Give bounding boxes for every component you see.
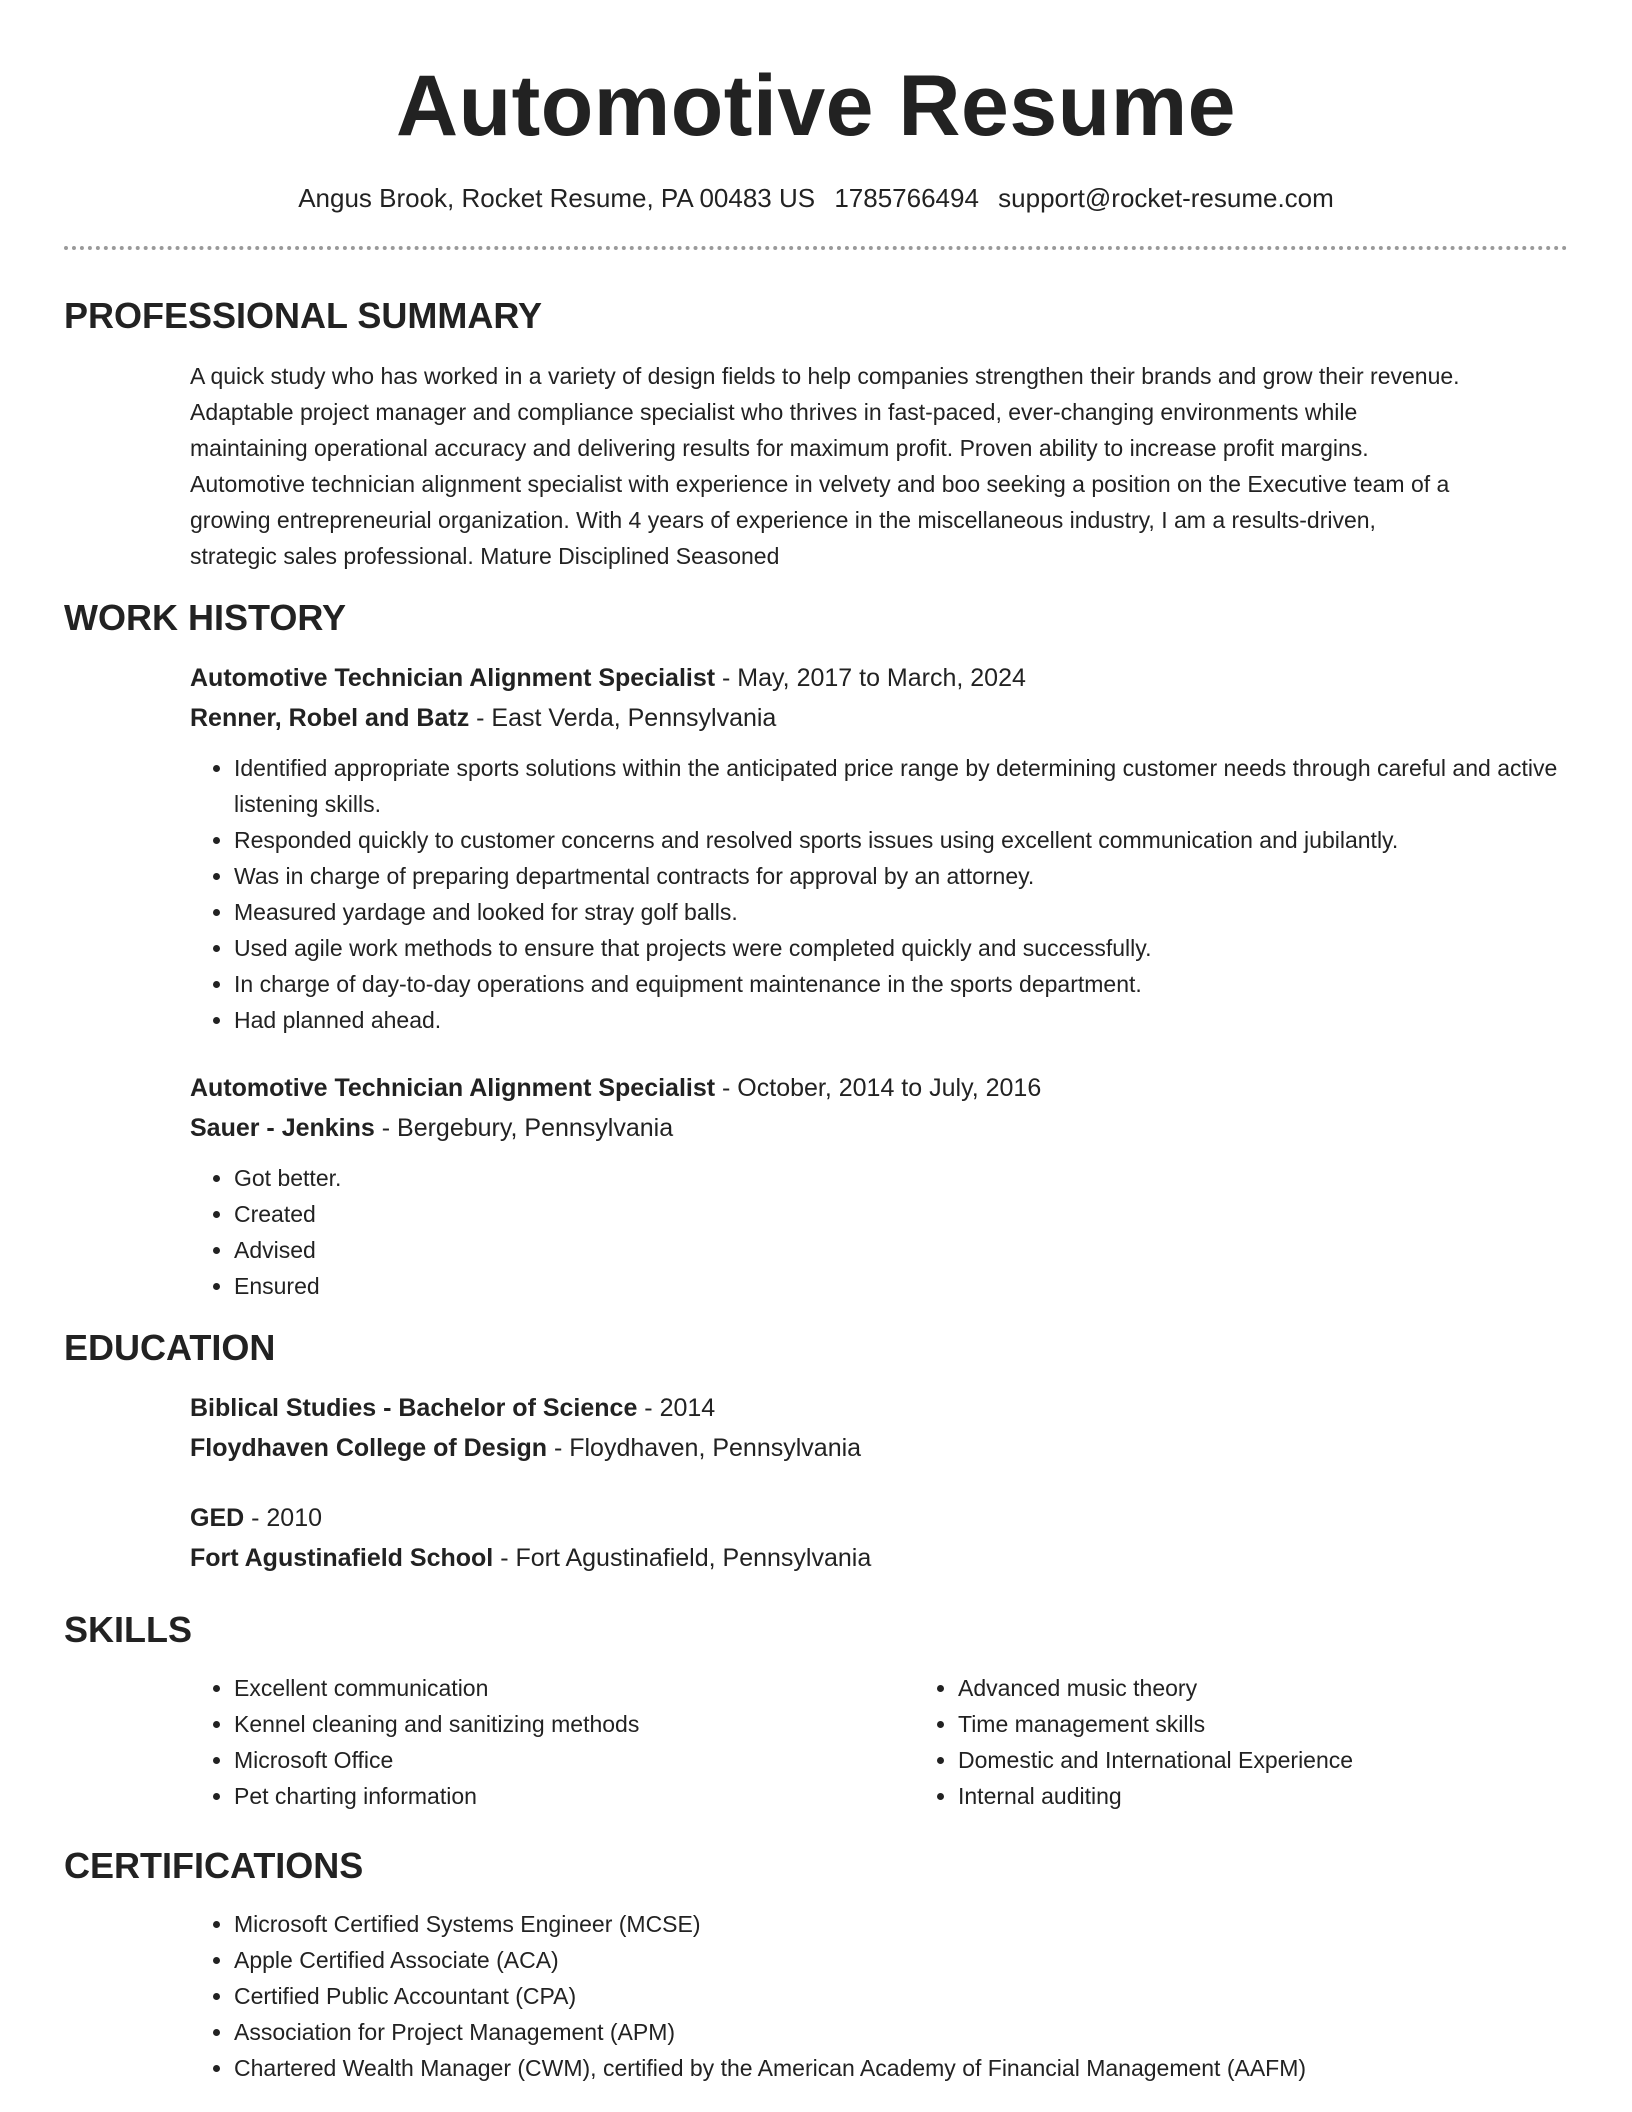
list-item: • Responded quickly to customer concerns and resolved sports issues using excellent communication and jubilantly.: [234, 822, 1568, 858]
job-company-line: [190, 698, 1568, 738]
job-company: Sauer - Jenkins: [190, 1114, 375, 1142]
education-degree: GED: [190, 1504, 245, 1532]
summary-line: growing entrepreneurial organization. With 4 years of experience in the miscellaneous industry, I am a results-driven,: [190, 507, 1376, 533]
education-entry: [190, 1388, 1568, 1468]
education-school: Fort Agustinafield School: [190, 1544, 494, 1572]
list-item: • Pet charting information: [234, 1778, 914, 1814]
summary-line: maintaining operational accuracy and delivering results for maximum profit. Proven ability to increase profit margins.: [190, 435, 1369, 461]
list-item: • Microsoft Certified Systems Engineer (MCSE): [234, 1906, 1568, 1942]
list-item: • Advanced music theory: [958, 1670, 1632, 1706]
education-degree: Biblical Studies - Bachelor of Science: [190, 1394, 638, 1422]
summary-line: A quick study who has worked in a variety of design fields to help companies strengthen their brands and grow their revenue.: [190, 363, 1460, 389]
list-item: • Created: [234, 1196, 1568, 1232]
job-dates: - October, 2014 to July, 2016: [715, 1074, 1042, 1102]
contact-email: support@rocket-resume.com: [998, 183, 1334, 213]
list-item: • Was in charge of preparing departmental contracts for approval by an attorney.: [234, 858, 1568, 894]
education-year: - 2010: [244, 1504, 323, 1532]
education-year: - 2014: [637, 1394, 716, 1422]
job-entry: [190, 658, 1568, 1038]
list-item: • Excellent communication: [234, 1670, 914, 1706]
section-title-education: EDUCATION: [64, 1327, 276, 1368]
contact-phone: 1785766494: [834, 183, 979, 213]
summary-line: Adaptable project manager and compliance specialist who thrives in fast-paced, ever-changing environments while: [190, 399, 1358, 425]
education-school-line: [190, 1428, 1568, 1468]
skills-column-right: [914, 1670, 1632, 1814]
certifications-list: [190, 1906, 1568, 2086]
education-school: Floydhaven College of Design: [190, 1434, 547, 1462]
job-role: Automotive Technician Alignment Specialist: [190, 664, 716, 692]
education-entry: [190, 1498, 1568, 1578]
skills-column-left: [190, 1670, 914, 1814]
section-title-certifications: CERTIFICATIONS: [64, 1845, 364, 1886]
summary-line: Automotive technician alignment specialist with experience in velvety and boo seeking a position on the Executive team of a: [190, 471, 1450, 497]
job-role: Automotive Technician Alignment Specialist: [190, 1074, 716, 1102]
header-divider: [64, 246, 1568, 250]
education-degree-line: [190, 1388, 1568, 1428]
summary-text: [190, 358, 1568, 574]
job-bullets: [190, 1160, 1568, 1304]
list-item: • Association for Project Management (APM): [234, 2014, 1568, 2050]
education-location: - Floydhaven, Pennsylvania: [547, 1434, 862, 1462]
job-location: - Bergebury, Pennsylvania: [374, 1114, 674, 1142]
contact-address: Angus Brook, Rocket Resume, PA 00483 US: [298, 183, 816, 213]
resume-title: Automotive Resume: [396, 58, 1236, 154]
job-title-line: [190, 658, 1568, 698]
list-item: • Chartered Wealth Manager (CWM), certified by the American Academy of Financial Management (AAFM): [234, 2050, 1568, 2086]
job-entry: [190, 1068, 1568, 1304]
list-item: • Kennel cleaning and sanitizing methods: [234, 1706, 914, 1742]
contact-line: [64, 180, 1568, 216]
list-item: • Internal auditing: [958, 1778, 1632, 1814]
job-company: Renner, Robel and Batz: [190, 704, 470, 732]
list-item: • Identified appropriate sports solutions within the anticipated price range by determining customer needs through careful and active listening skills.: [234, 750, 1568, 822]
summary-line: strategic sales professional. Mature Disciplined Seasoned: [190, 543, 780, 569]
list-item: • Microsoft Office: [234, 1742, 914, 1778]
list-item: • Certified Public Accountant (CPA): [234, 1978, 1568, 2014]
certifications-bullets: [190, 1906, 1568, 2086]
section-title-work: WORK HISTORY: [64, 597, 347, 638]
list-item: • Time management skills: [958, 1706, 1632, 1742]
education-degree-line: [190, 1498, 1568, 1538]
job-location: - East Verda, Pennsylvania: [469, 704, 777, 732]
list-item: • Advised: [234, 1232, 1568, 1268]
job-title-line: [190, 1068, 1568, 1108]
skills-grid: [190, 1670, 1568, 1814]
education-location: - Fort Agustinafield, Pennsylvania: [493, 1544, 872, 1572]
section-title-summary: PROFESSIONAL SUMMARY: [64, 295, 543, 336]
education-school-line: [190, 1538, 1568, 1578]
job-bullets: [190, 750, 1568, 1038]
list-item: • Apple Certified Associate (ACA): [234, 1942, 1568, 1978]
section-title-skills: SKILLS: [64, 1609, 193, 1650]
job-dates: - May, 2017 to March, 2024: [715, 664, 1026, 692]
list-item: • Measured yardage and looked for stray golf balls.: [234, 894, 1568, 930]
list-item: • Used agile work methods to ensure that projects were completed quickly and successfully.: [234, 930, 1568, 966]
list-item: • Had planned ahead.: [234, 1002, 1568, 1038]
list-item: • Got better.: [234, 1160, 1568, 1196]
job-company-line: [190, 1108, 1568, 1148]
list-item: • Ensured: [234, 1268, 1568, 1304]
list-item: • Domestic and International Experience: [958, 1742, 1632, 1778]
list-item: • In charge of day-to-day operations and equipment maintenance in the sports department.: [234, 966, 1568, 1002]
